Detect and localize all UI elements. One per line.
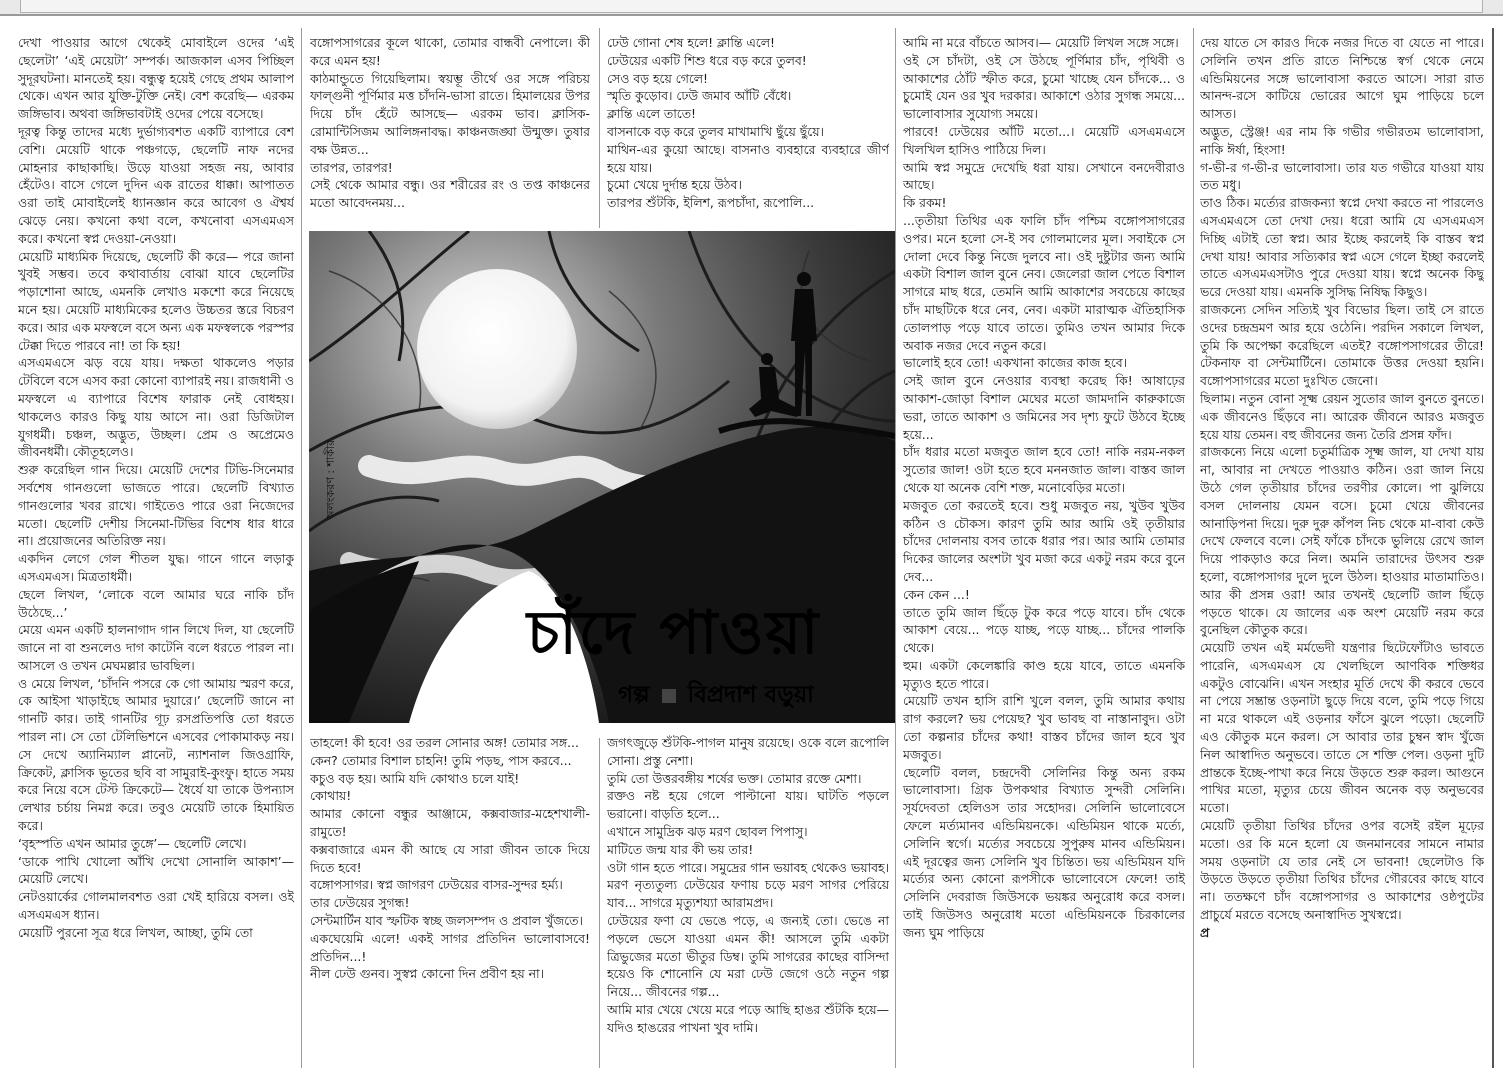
column-rule bbox=[599, 738, 600, 1068]
column-text: আমি না মরে বাঁচতে আসব।— মেয়েটি লিখল সঙ্গে সঙ্গে। ওই সে চাঁদটা, ওই সে উঠছে পূর্ণিমার চাঁদ, পৃথিবী ও আকাশের ঠোঁট স্ফীত করে, চুমো খাচ্ছে যেন চাঁদকে... ও চুমোই যেন ওর খুব দরকার। আকাশে ওঠার সুগন্ধ সময়ে... ভালোবাসার সুযোগ্য সময়ে। পারবে! ঢেউয়ের আঁটি মতো...। মেয়েটি এসএমএসে খিলখিল হাসিও পাঠিয়ে দিল। আমি স্বপ্ন সমুদ্রে দেখেছি ধরা যায়। সেখানে বনদেবীরাও আছে। কি রকম! ...তৃতীয়া তিথির এক ফালি চাঁদ পশ্চিম বঙ্গোপসাগরের ওপর। মনে হলো সে-ই সব গোলমালের মূল। সবাইকে সে দোলা দেবে কিন্তু নিজে দুলবে না। ওই দুষ্টুটার জন্য আমি একটা বিশাল জাল বুনে নেব। জেলেরা জাল পেতে বিশাল সাগরে মাছ ধরে, তেমনি আমি আকাশের সবচেয়ে কাছের চাঁদ মাছটিকে ধরে নেব, নেব। একটা মারাত্মক ঐতিহাসিক তোলপাড় পড়ে যাবে তাতে। তুমিও তখন আমার দিকে অবাক নজর দেবে নতুন করে। ভালোই হবে তো! একখানা কাজের কাজ হবে। সেই জাল বুনে নেওয়ার ব্যবস্থা করেছ কি! আষাঢ়ের আকাশ-জোড়া বিশাল মেঘের মতো জামদানি কারুকাজে ভরা, তাতে আকাশ ও জমিনের সব দৃশ্য ফুটে উঠবে ইচ্ছে হয়ে... চাঁদ ধরার মতো মজবুত জাল হবে তো! নাকি নরম-নকল সুতোর জাল! ওটা হতে হবে মননজাত জাল। বাস্তব জাল থেকে যা অনেক বেশি শক্ত, মনোবেড়ির মতো। মজবুত তো করতেই হবে। শুধু মজবুত নয়, খুউব খুউব কঠিন ও চৌকস। কারণ তুমি আর আমি ওই তৃতীয়ার চাঁদের দোলনায় বসব তাকে ধরার পর। আর আমি তোমার দিকের জালের অংশটা খুব মজা করে একটু নরম করে বুনে দেব... কেন কেন ...! তাতে তুমি জাল ছিঁড়ে টুক করে পড়ে যাবে। চাঁদ থেকে আকাশ বেয়ে... পড়ে যাচ্ছ, পড়ে যাচ্ছ... চাঁদের পালকি থেকে। হুম। একটা কেলেঙ্কারি কাণ্ড হয়ে যাবে, তাতে এমনকি মৃত্যুও হতে পারে। মেয়েটি তখন হাসি রাশি খুলে বলল, তুমি আমার কথায় রাগ করলে? ভয় পেয়েছ? খুব ভাবছ বা নাস্তানাবুদ। ওটা তো কল্পনার চাঁদের কথা! বাস্তব চাঁদের জাল হবে খুব মজবুত। ছেলেটি বলল, চন্দ্রদেবী সেলিনির কিন্তু অন্য রকম ভালোবাসা। গ্রিক উপকথার বিখ্যাত সুন্দরী সেলিনি। সূর্যদেবতা হেলিওস তার সহোদর। সেলিনি ভালোবেসে ফেলে মর্ত্যমানব এন্ডিমিয়নকে। এন্ডিমিয়ন থাকে মর্ত্যে, সেলিনি স্বর্গে। মর্ত্যের সবচেয়ে সুপুরুষ মানব এন্ডিমিয়ন। এই দূরত্বের জন্য সেলিনি খুব চিন্তিত। ভয় এন্ডিমিয়ন যদি মর্ত্যের অন্য কোনো রূপসীকে ভালোবেসে ফেলে! তাই সেলিনি দেবরাজ জিউসকে ভয়ঙ্কর অনুরোধ করে বসল। তাই জিউসও অনুরোধ মতো এন্ডিমিয়নকে চিরকালের জন্য ঘুম পাড়িয়ে bbox=[903, 35, 1185, 940]
column-rule bbox=[599, 28, 600, 228]
story-column-5 bbox=[1200, 34, 1484, 1064]
story-column-2-top bbox=[310, 34, 590, 220]
end-mark: প্র bbox=[1200, 924, 1210, 940]
column-rule bbox=[895, 28, 896, 1068]
column-text: দেয় যাতে সে কারও দিকে নজর দিতে বা যেতে না পারে। সেলিনি তখন প্রতি রাতে নিশ্চিন্তে স্বর্গ থেকে নেমে এন্ডিমিয়নের সঙ্গে ভালোবাসা করতে আসে। সারা রাত আনন্দ-রসে কাটিয়ে ভোরের আগে ঘুম পাড়িয়ে চলে আসত। অদ্ভুত, স্ট্রেঞ্জ! এর নাম কি গভীর গভীরতম ভালোবাসা, নাকি ঈর্ষা, হিংসা! গ-ভী-র গ-ভী-র ভালোবাসা। তার যত গভীরে যাওয়া যায় তত মধু। তাও ঠিক। মর্ত্যের রাজকন্যা স্বপ্নে দেখা করতে না পারলেও এসএমএসে তো দেখা দেয়। ধরো আমি যে এসএমএস দিচ্ছি এটাই তো স্বপ্ন। আর ইচ্ছে করলেই কি বাস্তব স্বপ্ন দেখা যায়! আবার সত্যিকার স্বপ্ন এসে গেলে ইচ্ছা করলেই তাতে এসএমএসটাও পুরে দেওয়া যায়। স্বপ্নে অনেক কিছু ভরে দেওয়া যায়। এমনকি সুসিদ্ধ নিষিদ্ধ কিছুও। রাজকন্যে সেদিন সত্যিই খুব বিভোর ছিল। তাই সে রাতে ওদের চন্দ্রভ্রমণ আর হয়ে ওঠেনি। পরদিন সকালে লিখল, তুমি কি অপেক্ষা করেছিলে এতই? বঙ্গোপসাগরের তীরে! টেকনাফ বা সেন্টমার্টিনে। তোমাকে উত্তর দেওয়া হয়নি। বঙ্গোপসাগরের মতো দুঃখিত জেনো। ছিলাম। নতুন বোনা সূক্ষ্ম রেয়ন সুতোর জাল বুনতে বুনতে। এক জীবনেও ছিঁড়বে না। আরেক জীবনে আরও মজবুত হয়ে যায় তেমন। বহু জীবনের জন্য তৈরি প্রসন্ন ফাঁদ। রাজকন্যে নিয়ে এলো চতুর্মাত্রিক সূক্ষ্ম জাল, যা দেখা যায় না, আবার না দেখতে পাওয়াও কঠিন। ওরা জাল নিয়ে উঠে গেল তৃতীয়ার চাঁদের তরণীর কোলে। পা ঝুলিয়ে বসল দোলনায় যেমন বসে। চুমো খেয়ে জীবনের আনাড়িপনা দিয়ে। দুরু দুরু কাঁপল নিচ থেকে মা-বাবা কেউ দেখে ফেলবে বলে। সেই ফাঁকে চাঁদকে ভুলিয়ে রেখে জাল দিয়ে পাকড়াও করে নিল। অমনি তারাদের উৎসব শুরু হলো, বঙ্গোপসাগর দুলে দুলে উঠল। হাওয়ার মাতামাতিও। আর কী প্রসন্ন ওরা! আর তখনই ছেলেটি জাল ছিঁড়ে পড়তে থাকে। যে জালের এক অংশ মেয়েটি নরম করে বুনেছিল কৌতুক করে। মেয়েটি তখন এই মর্মভেদী যন্ত্রণার ছিটেফোঁটাও ভাবতে পারেনি, এসএমএস যে খেলছিলে আণবিক শক্তিধর একটুও বোঝেনি। এখন সংহার মূর্তি দেখে কী করবে ভেবে না পেয়ে সম্ভ্রান্ত ওড়নাটা ছুড়ে দিয়ে বলে, তুমি পড়ে গিয়ে না মরে থাকলে এই ওড়নার ফাঁসে ঝুলে পড়ো। ছেলেটি এও কৌতুক মনে করল। সে আবার তার চুম্বন স্বাদ খুঁজে নিল আস্বাদিত অনুভবে। তাতে সে শক্তি পেল। ওড়না দুটি প্রান্তকে ইচ্ছে-পাখা করে নিয়ে উড়তে শুরু করল। আগুনে পাখির মতো, মৃত্যুর চেয়ে জীবন অনেক বড় অনুভবের মতো। মেয়েটি তৃতীয়া তিথির চাঁদের ওপর বসেই রইল মূঢ়ের মতো। ওর কি মনে হলো যে জনমানবের সামনে নামার সময় ওড়নাটা যে তার নেই সে ভাবনা! ছেলেটাও কি উড়তে উড়তে তৃতীয়া তিথির চাঁদের গৌরবের কাছে যাবে না। ততক্ষণে চাঁদ বঙ্গোপসাগর ও আকাশের ওষ্ঠপুটের প্রাচুর্যে মরতে বসেছে অনাস্বাদিত সুখস্বপ্নে। bbox=[1200, 35, 1484, 923]
byline-genre: গল্প bbox=[618, 682, 650, 708]
column-text: দেখা পাওয়ার আগে থেকেই মোবাইলে ওদের ‘এই ছেলেটা’ ‘এই মেয়েটা’ সম্পর্ক। আজকাল এসব পিচ্ছিল সুদূরঘটনা। মানতেই হয়। বন্ধুত্ব হয়েই গেছে প্রথম আলাপ থেকে। এখন আর যুক্তি-টুক্তি নেই। বেশ করেছি— এরকম জঙ্গিভাব। অথবা জঙ্গিভাবটাই ওদের পেয়ে বসেছে। দূরত্ব কিন্তু তাদের মধ্যে দুর্ভাগ্যবশত একটি ব্যাপারে বেশ বেশি। মেয়েটি থাকে পঞ্চগড়ে, ছেলেটি নাফ নদের মোহনার কাছাকাছি। উড়ে যাওয়া সহজ নয়, আবার হেঁটেও। বাসে গেলে দুদিন এক রাতের ধাক্কা। আপাতত ওরা তাই মোবাইলেই ধ্যানজ্ঞান করে আবেগ ও ঐশ্বর্য ঝেড়ে নেয়। কখনো কথা বলে, কখনোবা এসএমএস করে। কখনো স্বপ্ন দেওয়া-নেওয়া। মেয়েটি মাধ্যমিক দিয়েছে, ছেলেটি কী করে— পরে জানা খুবই সম্ভব। তবে কথাবার্তায় বোঝা যাবে ছেলেটির পড়াশোনা আছে, এমনকি লেখাও মকশো করে নিয়েছে মনে হয়। মেয়েটি মাধ্যমিকের হলেও উচ্চতর স্তরে বিচরণ করে। আর এক মফস্বলে বসে অন্য এক মফস্বলকে পরস্পর টেক্কা দিতে পারবে না! তা কি হয়! এসএমএসে ঝড় বয়ে যায়। দক্ষতা থাকলেও পড়ার টেবিলে বসে এসব করা কোনো ব্যাপারই নয়। রাজধানী ও মফস্বলে এ ব্যাপারে বিশেষ ফারাক নেই বোধহয়। থাকলেও কারও কিছু যায় আসে না। ওরা ডিজিটাল যুগধর্মী। চঞ্চল, অদ্ভুত, উচ্ছল। প্রেম ও অপ্রেমেও জীবনধর্মী। কৌতূহলেও। শুরু করেছিল গান দিয়ে। মেয়েটি দেশের টিভি-সিনেমার সর্বশেষ গানগুলো ভাজতে পারে। ছেলেটি বিখ্যাত গানগুলোর খবর রাখে। গাইতেও পারে ওরা নিজেদের মতো। ছেলেটি দেশীয় সিনেমা-টিভির বিশেষ ধার ধারে না। প্রয়োজনের অতিরিক্ত নয়। একদিন লেগে গেল শীতল যুদ্ধ। গানে গানে লড়াকু এসএমএস। মিত্রতাধর্মী। ছেলে লিখল, ‘লোকে বলে আমার ঘরে নাকি চাঁদ উঠেছে...’ মেয়ে এমন একটি হালনাগাদ গান লিখে দিল, যা ছেলেটি জানে না বা শুনলেও দাগ কাটেনি বলে ধরতে পারল না। আসলে ও তখন মেঘমল্লার ভাবছিল। ও মেয়ে লিখল, ‘চাঁদনি পসরে কে গো আমায় স্মরণ করে, কে আইসা খাড়াইছে আমার দুয়ারে।’ ছেলেটি জানে না গানটি কার। তাই গানটির গূঢ় রসপ্রতিপত্তি তো ধরতে পারল না। সে তো টেলিভিশনে এসবের পোকামাকড় নয়। সে দেখে অ্যানিম্যাল প্লানেট, ন্যাশনাল জিওগ্রাফি, ক্রিকেট, ক্লাসিক ভূতের ছবি বা সামুরাই-কুংফু। হাতে সময় করে নিয়ে বসে টেস্ট ক্রিকেটে— ধৈর্যে যা তাকে উপন্যাস লেখার চর্চায় নিমগ্ন করে। তবুও মেয়েটি তাকে হিমায়িত করে। ‘বৃহস্পতি এখন আমার তুঙ্গে’— ছেলেটি লেখে। ‘ডাকে পাখি খোলো আঁখি দেখো সোনালি আকাশ’— মেয়েটি লেখে। নেটওয়ার্কের গোলমালবশত ওরা খেই হারিয়ে বসল। ওই এসএমএস ধ্যান। মেয়েটি পুরনো সূত্র ধরে লিখল, আচ্ছা, তুমি তো bbox=[18, 35, 294, 940]
story-column-3-bottom bbox=[607, 734, 889, 1064]
full-moon bbox=[417, 269, 577, 429]
story-column-1 bbox=[18, 34, 294, 1064]
top-page-strip bbox=[0, 0, 1503, 16]
story-column-4 bbox=[903, 34, 1185, 1064]
column-text: বঙ্গোপসাগরের কূলে থাকো, তোমার বান্ধবী নেপালে। কী করে এমন হয়! কাঠমান্ডুতে গিয়েছিলাম। স্বয়ম্ভূ তীর্থে ওর সঙ্গে পরিচয় ফাল্গুনী পূর্ণিমার মত্ত চাঁদনি-ভাসা রাতে। হিমালয়ের উপর দিয়ে চাঁদ হেঁটে আসছে— এরকম ভাব। ক্লাসিক-রোমান্টিসিজম আলিঙ্গনাবদ্ধ। কাঞ্চনজঙ্ঘা উন্মুক্ত। তুষার বক্ষ উন্নত... তারপর, তারপর! সেই থেকে আমার বন্ধু। ওর শরীরের রং ও তপ্ত কাঞ্চনের মতো আবেদনময়... bbox=[310, 35, 590, 211]
column-rule bbox=[1193, 28, 1194, 1068]
column-text: ঢেউ গোনা শেষ হলে! ক্লান্তি এলে! ঢেউয়ের একটি শিশু ধরে বড় করে তুলব! সেও বড় হয়ে গেলে! স্মৃতি কুড়োব। ঢেউ জমাব আঁটি বেঁধে। ক্লান্তি এলে তাতে! বাসনাকে বড় করে তুলব মাখামাখি ছুঁয়ে ছুঁয়ে। মাথিন-এর কুয়ো আছে। বাসনাও ব্যবহারে ব্যবহারে জীর্ণ হয়ে যায়। চুমো খেয়ে দুর্দান্ত হয়ে উঠব। তারপর শুঁটকি, ইলিশ, রূপচাঁদা, রূপোলি... bbox=[607, 35, 889, 211]
column-text: জগৎজুড়ে শুঁটকি-পাগল মানুষ রয়েছে। ওকে বলে রূপোলি সোনা। প্রস্তু নেশা। তুমি তো উত্তরবঙ্গীয় শর্ষের ভক্ত। তোমার রক্তে মেশা। রক্তও নষ্ট হয়ে গেলে পাল্টানো যায়। ঘাটতি পড়লে ভরানো। বাড়তি হলে... এখানে সামুদ্রিক ঝড় মরণ ছোবল পিপাসু। মাটিতে জন্ম যার কী ভয় তার! ওটা গান হতে পারে। সমুদ্রের গান ভয়াবহ থেকেও ভয়াবহ। মরণ নৃত্যতুল্য ঢেউয়ের ফণায় চড়ে মরণ সাগর পেরিয়ে যাব... সাগরে মৃত্যুশয্যা আরামপ্রদ। ঢেউয়ের ফণা যে ভেঙে পড়ে, এ জন্যই তো। ভেঙে না পড়লে ভেসে যাওয়া এমন কী! আসলে তুমি একটা ত্রিভুজের মতো ভীতুর ডিম্ব। তুমি সাগরের কাছের বাসিন্দা হয়েও কি শোনোনি যে মরা ঢেউ জেগে ওঠে নতুন গল্প নিয়ে... জীবনের গল্প... আমি মার খেয়ে খেয়ে মরে পড়ে আছি হাঙর শুঁটকি হয়ে— যদিও হাঙরের পাখনা খুব দামি। bbox=[607, 735, 889, 1035]
story-column-3-top bbox=[607, 34, 889, 220]
story-title: চাঁদে পাওয়া bbox=[527, 598, 821, 668]
column-rule bbox=[301, 28, 302, 1068]
illustration-credit: অলংকরণ : শাকীর bbox=[324, 439, 337, 520]
page-right-edge bbox=[1492, 28, 1494, 1068]
story-column-2-bottom bbox=[310, 734, 590, 1064]
byline-square-divider bbox=[662, 689, 676, 703]
story-byline bbox=[618, 676, 814, 715]
byline-author: বিপ্রদাশ বড়ুয়া bbox=[687, 682, 814, 708]
column-text: তাহলে! কী হবে! ওর তরল সোনার অঙ্গ! তোমার সঙ্গ... কেন? তোমার বিশাল চাহনি! তুমি পড়ছ, পাস করবে... কচুও বড় হয়। আমি যদি কোথাও চলে যাই! কোথায়! আমার কোনো বন্ধুর আঞ্জামে, কক্সবাজার-মহেশখালী-রামুতে! কক্সবাজারে এমন কী আছে যে সারা জীবন তাকে দিয়ে দিতে হবে! বঙ্গোপসাগর। স্বপ্ন জাগরণ ঢেউয়ের বাসর-সুন্দর হর্ম্য। তার ঢেউয়ের সুগন্ধ! সেন্টমার্টিন যাব স্ফটিক স্বচ্ছ জলসম্পদ ও প্রবাল খুঁজতে। একঘেয়েমি এলে! একই সাগর প্রতিদিন ভালোবাসবে! প্রতিদিন...! নীল ঢেউ গুনব। সুস্বপ্ন কোনো দিন প্রবীণ হয় না। bbox=[310, 735, 590, 982]
